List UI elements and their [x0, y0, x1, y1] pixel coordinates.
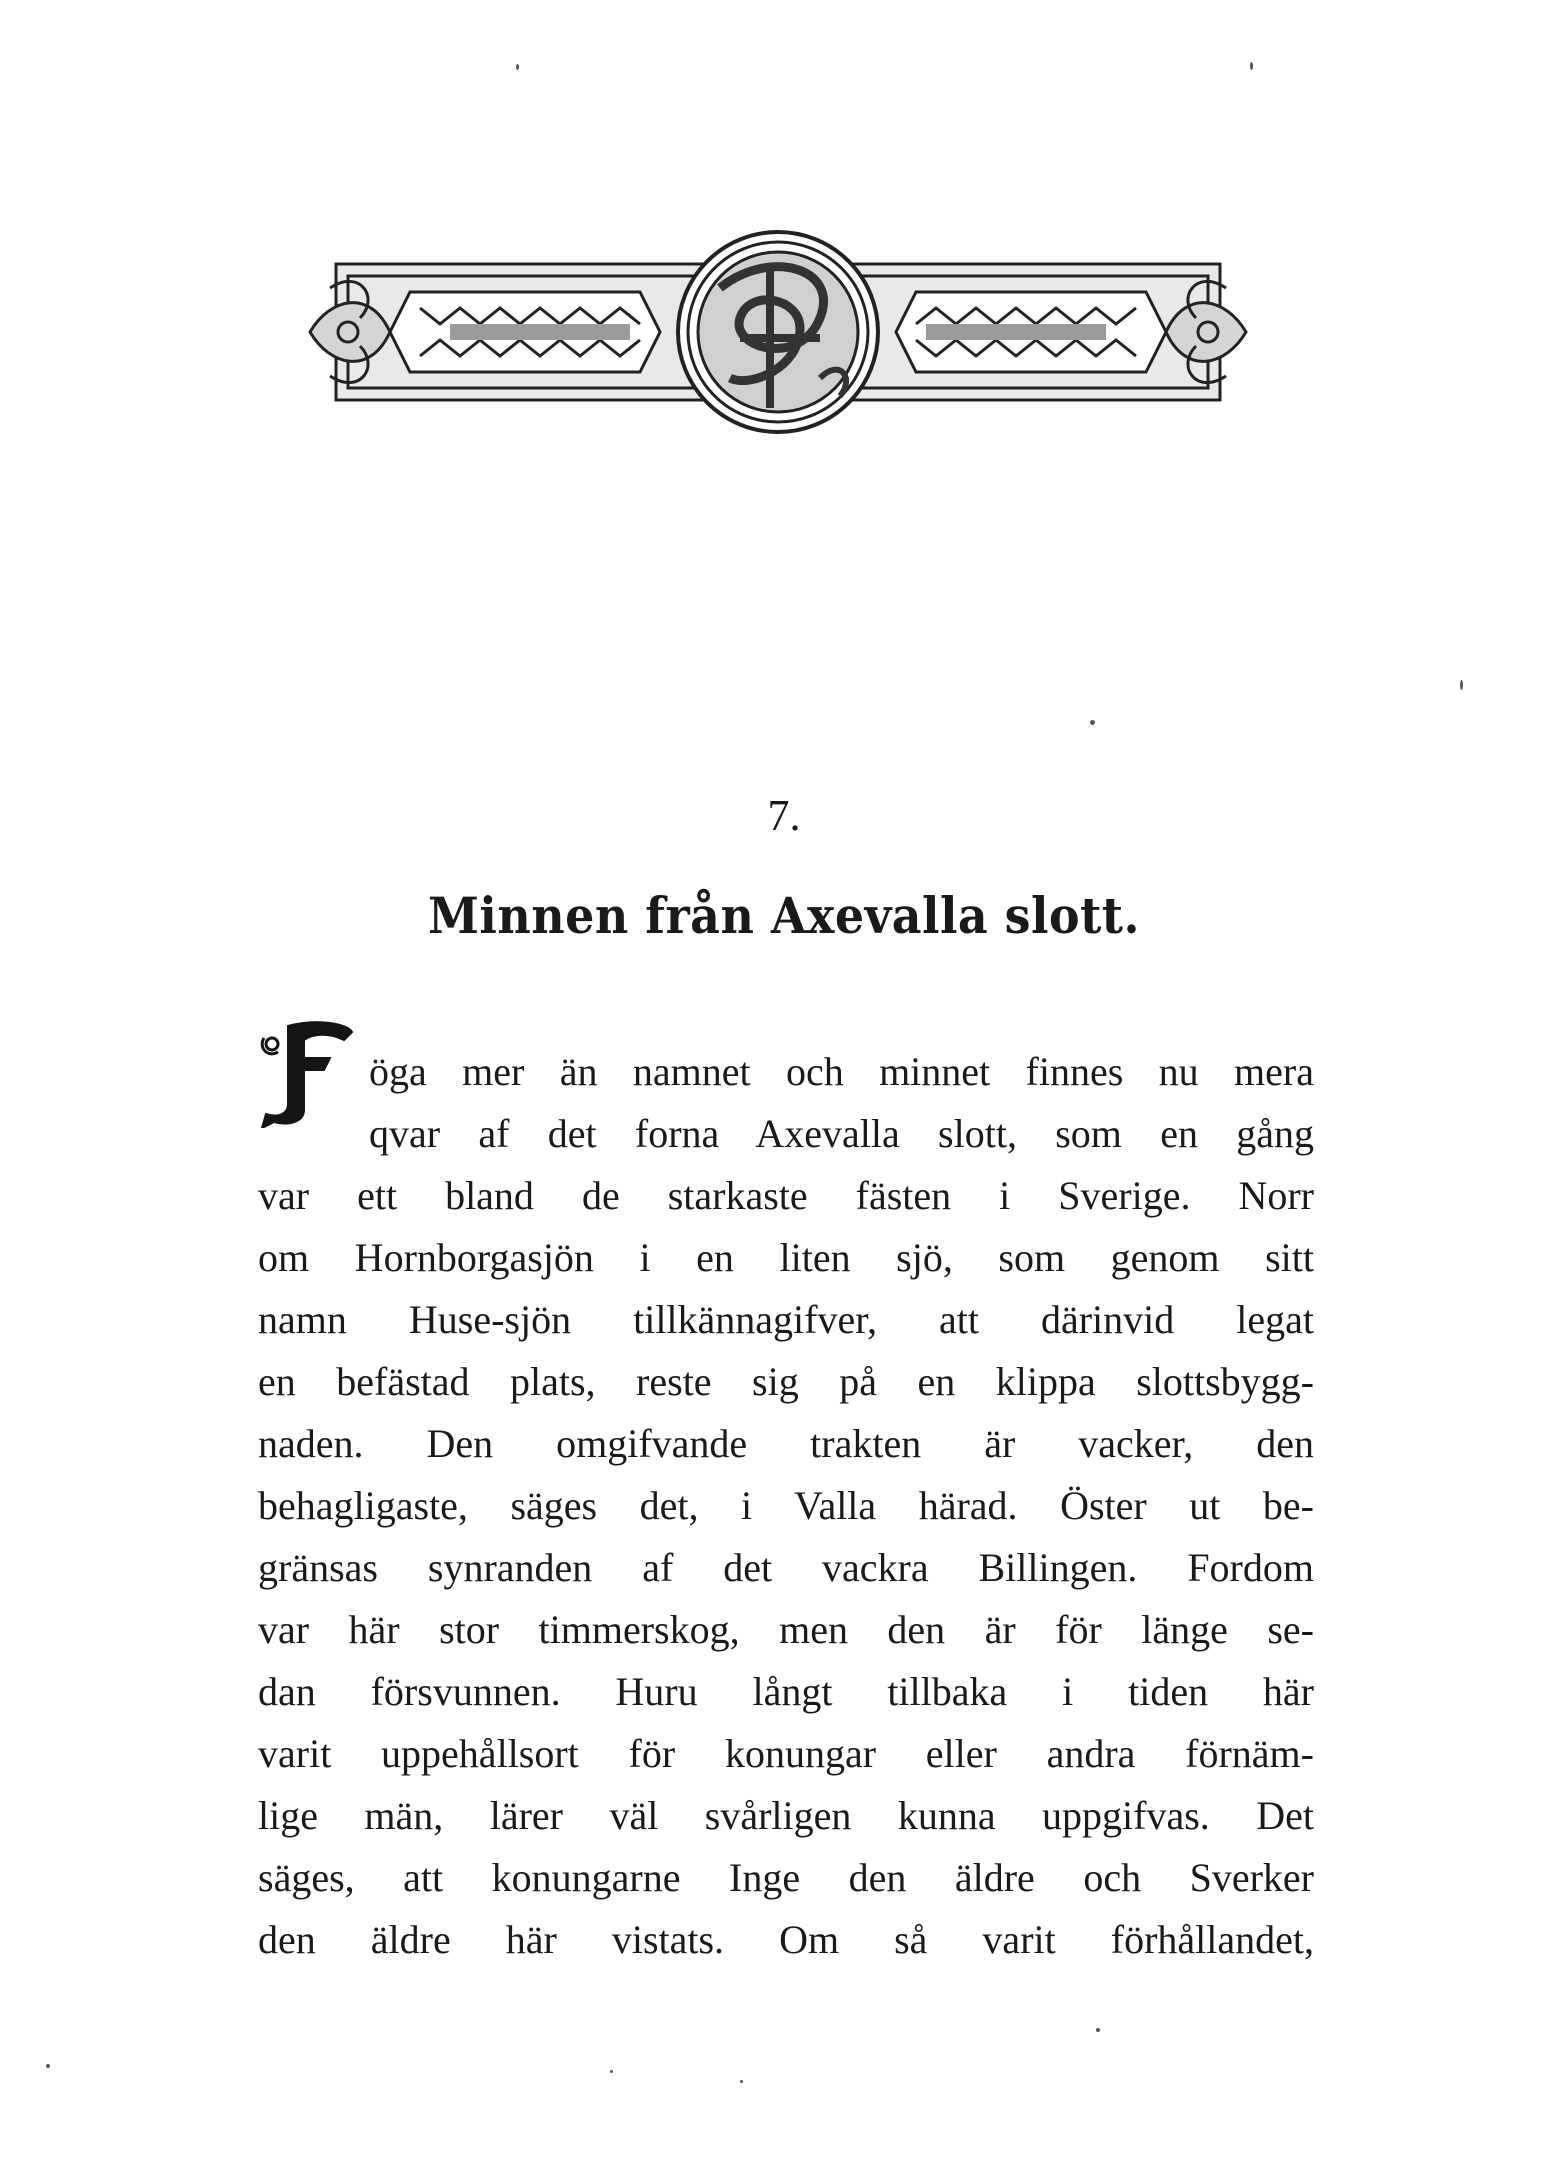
text-line: säges, att konungarne Inge den äldre och Sverker — [258, 1855, 1314, 1900]
scan-speck — [46, 2064, 50, 2068]
text-line: namn Huse-sjön tillkännagifver, att därinvid legat — [258, 1297, 1314, 1342]
text-line: var här stor timmerskog, men den är för länge se- — [258, 1607, 1314, 1652]
scan-speck — [516, 64, 519, 70]
text-line: qvar af det forna Axevalla slott, som en gång — [369, 1111, 1314, 1156]
text-line: lige män, lärer väl svårligen kunna uppgifvas. Det — [258, 1793, 1314, 1838]
scan-speck — [610, 2070, 613, 2073]
text-line: varit uppehållsort för konungar eller andra förnäm- — [258, 1731, 1314, 1776]
text-line: den äldre här vistats. Om så varit förhållandet, — [258, 1917, 1314, 1962]
text-line: var ett bland de starkaste fästen i Sverige. Norr — [258, 1173, 1314, 1218]
text-line: en befästad plats, reste sig på en klippa slottsbygg- — [258, 1359, 1314, 1404]
text-line: naden. Den omgifvande trakten är vacker, den — [258, 1421, 1314, 1466]
text-line: om Hornborgasjön i en liten sjö, som genom sitt — [258, 1235, 1314, 1280]
text-line: dan försvunnen. Huru långt tillbaka i tiden här — [258, 1669, 1314, 1714]
scan-speck — [740, 2080, 743, 2083]
chapter-title: Minnen från Axevalla slott. — [428, 886, 1140, 945]
scan-speck — [1096, 2028, 1100, 2032]
scan-speck — [1250, 62, 1253, 70]
chapter-number: 7. — [767, 791, 801, 840]
text-line: gränsas synranden af det vackra Billingen. Fordom — [258, 1545, 1314, 1590]
text-line: behagligaste, säges det, i Valla härad. Öster ut be- — [258, 1483, 1314, 1528]
scan-speck — [1090, 720, 1095, 725]
scan-speck — [1460, 680, 1463, 690]
text-line: öga mer än namnet och minnet finnes nu mera — [369, 1049, 1314, 1094]
